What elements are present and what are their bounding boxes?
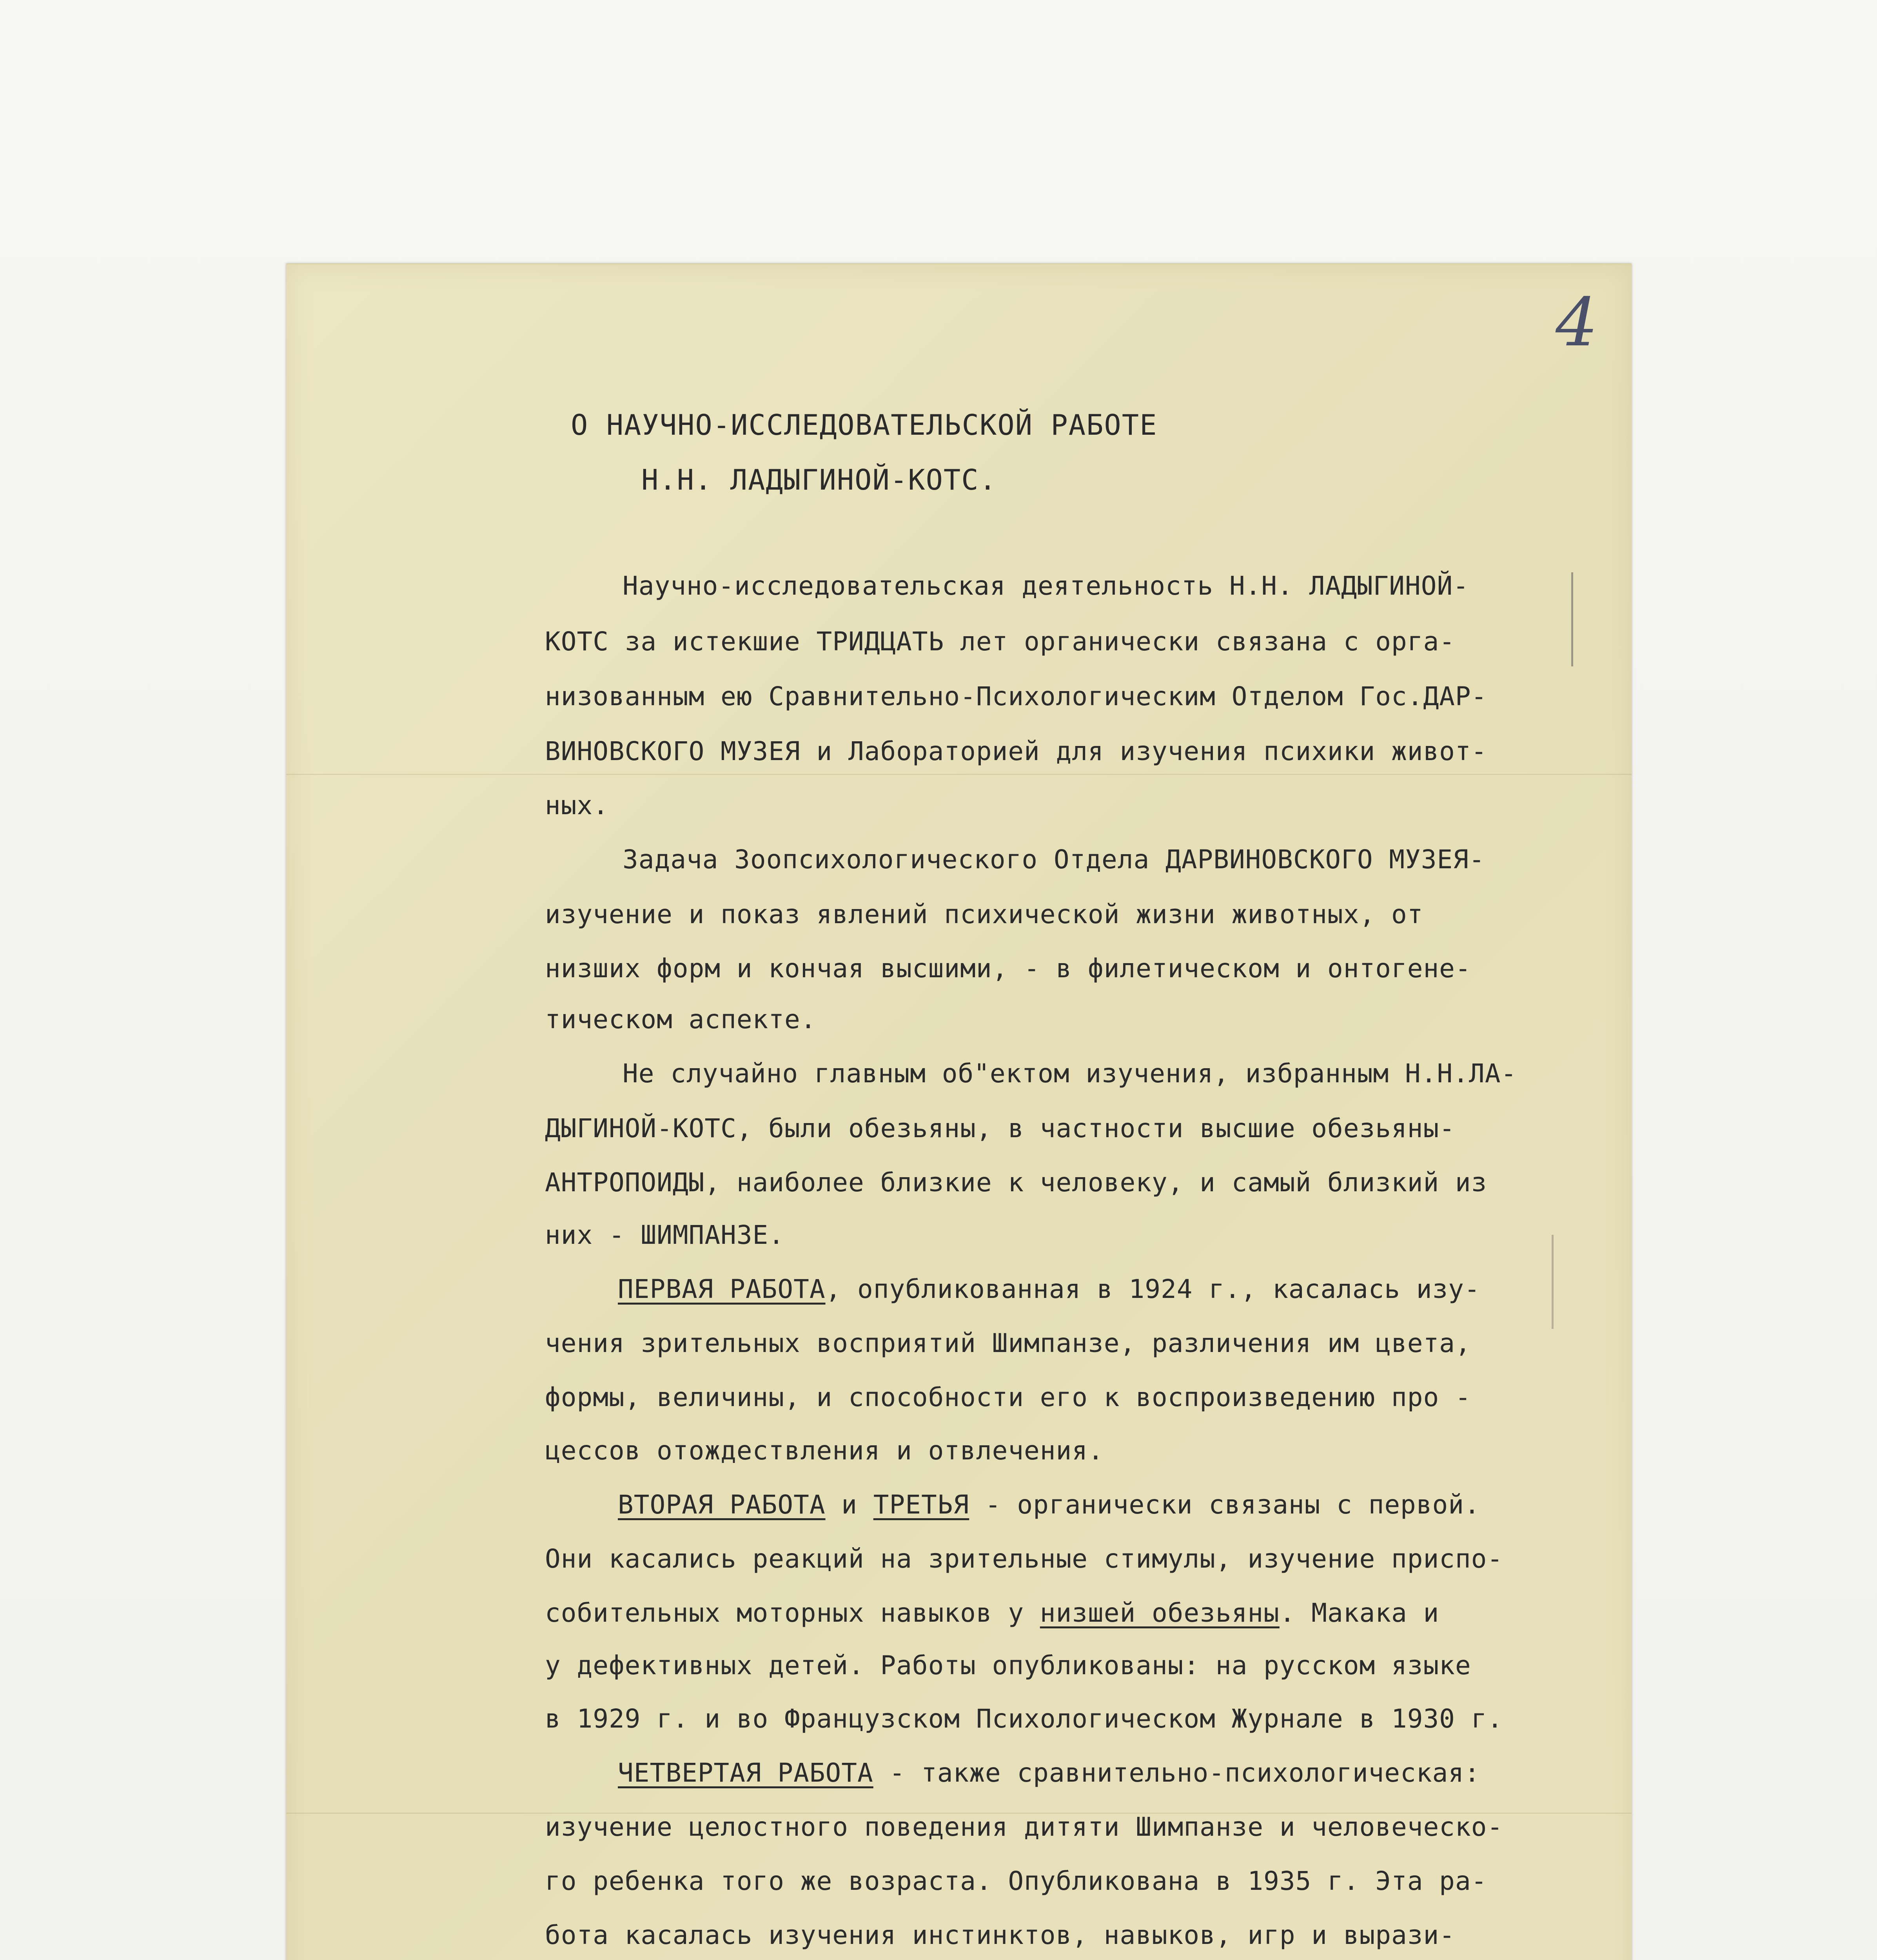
underlined-heading-second-work: ВТОРАЯ РАБОТА bbox=[618, 1490, 826, 1520]
paragraph-4-line: чения зрительных восприятий Шимпанзе, различения им цвета, bbox=[545, 1328, 1471, 1358]
paragraph-6-line: бота касалась изучения инстинктов, навыков, игр и вырази- bbox=[545, 1920, 1455, 1950]
paragraph-1-line: низованным ею Сравнительно-Психологическим Отделом Гос.ДАР- bbox=[545, 681, 1487, 711]
document-title-line-2: Н.Н. ЛАДЫГИНОЙ-КОТС. bbox=[641, 463, 997, 496]
margin-pencil-mark bbox=[1571, 572, 1573, 666]
paragraph-2-line: тическом аспекте. bbox=[545, 1004, 817, 1034]
paper-crease bbox=[286, 774, 1632, 775]
paragraph-1-line: Научно-исследовательская деятельность Н.Н. ЛАДЫГИНОЙ- bbox=[623, 571, 1469, 601]
paragraph-2-line: Задача Зоопсихологического Отдела ДАРВИНОВСКОГО МУЗЕЯ- bbox=[623, 844, 1485, 875]
paragraph-1-line: ных. bbox=[545, 790, 609, 820]
paragraph-2-line: низших форм и кончая высшими, - в филетическом и онтогене- bbox=[545, 953, 1471, 984]
paragraph-2-line: изучение и показ явлений психической жизни животных, от bbox=[545, 899, 1423, 929]
underlined-heading-first-work: ПЕРВАЯ РАБОТА bbox=[618, 1274, 826, 1304]
paragraph-5-line: у дефективных детей. Работы опубликованы: на русском языке bbox=[545, 1650, 1471, 1681]
paragraph-3-line: них - ШИМПАНЗЕ. bbox=[545, 1220, 785, 1250]
paragraph-6-line: изучение целостного поведения дитяти Шимпанзе и человеческо- bbox=[545, 1812, 1503, 1842]
page-number: 4 bbox=[1556, 284, 1598, 361]
underlined-phrase-lower-monkey: низшей обезьяны bbox=[1040, 1598, 1280, 1628]
paragraph-5-line-text: - органически связаны с первой. bbox=[969, 1490, 1480, 1520]
paragraph-5-line bbox=[618, 1492, 1676, 1518]
paragraph-3-line: АНТРОПОИДЫ, наиболее близкие к человеку, и самый близкий из bbox=[545, 1167, 1487, 1198]
paragraph-4-line: формы, величины, и способности его к воспроизведению про - bbox=[545, 1382, 1471, 1412]
margin-pencil-mark bbox=[1552, 1235, 1554, 1329]
paragraph-6-line bbox=[618, 1760, 1676, 1786]
paragraph-5-line-text: . Макака и bbox=[1279, 1598, 1440, 1628]
paragraph-3-line: ДЫГИНОЙ-КОТС, были обезьяны, в частности высшие обезьяны- bbox=[545, 1113, 1455, 1143]
paragraph-1-line: КОТС за истекшие ТРИДЦАТЬ лет органически связана с орга- bbox=[545, 626, 1455, 657]
paragraph-5-line bbox=[545, 1600, 1603, 1626]
underlined-heading-third-work: ТРЕТЬЯ bbox=[873, 1490, 969, 1520]
document-title-line-1: О НАУЧНО-ИССЛЕДОВАТЕЛЬСКОЙ РАБОТЕ bbox=[571, 408, 1158, 441]
paragraph-3-line: Не случайно главным об"ектом изучения, избранным Н.Н.ЛА- bbox=[623, 1058, 1517, 1089]
paragraph-4-line: цессов отождествления и отвлечения. bbox=[545, 1436, 1104, 1466]
paragraph-4-line-text: , опубликованная в 1924 г., касалась изу- bbox=[825, 1274, 1480, 1304]
paragraph-6-line-text: - также сравнительно-психологическая: bbox=[873, 1758, 1480, 1788]
paragraph-5-line-text: и bbox=[825, 1490, 873, 1520]
underlined-heading-fourth-work: ЧЕТВЕРТАЯ РАБОТА bbox=[618, 1758, 873, 1788]
paragraph-5-line: в 1929 г. и во Французском Психологическом Журнале в 1930 г. bbox=[545, 1704, 1503, 1734]
paragraph-4-line bbox=[618, 1276, 1676, 1302]
paragraph-5-line: Они касались реакций на зрительные стимулы, изучение приспо- bbox=[545, 1544, 1503, 1574]
paragraph-1-line: ВИНОВСКОГО МУЗЕЯ и Лабораторией для изучения психики живот- bbox=[545, 736, 1487, 766]
paragraph-5-line-text: собительных моторных навыков у bbox=[545, 1598, 1040, 1628]
paragraph-6-line: го ребенка того же возраста. Опубликована в 1935 г. Эта ра- bbox=[545, 1866, 1487, 1896]
